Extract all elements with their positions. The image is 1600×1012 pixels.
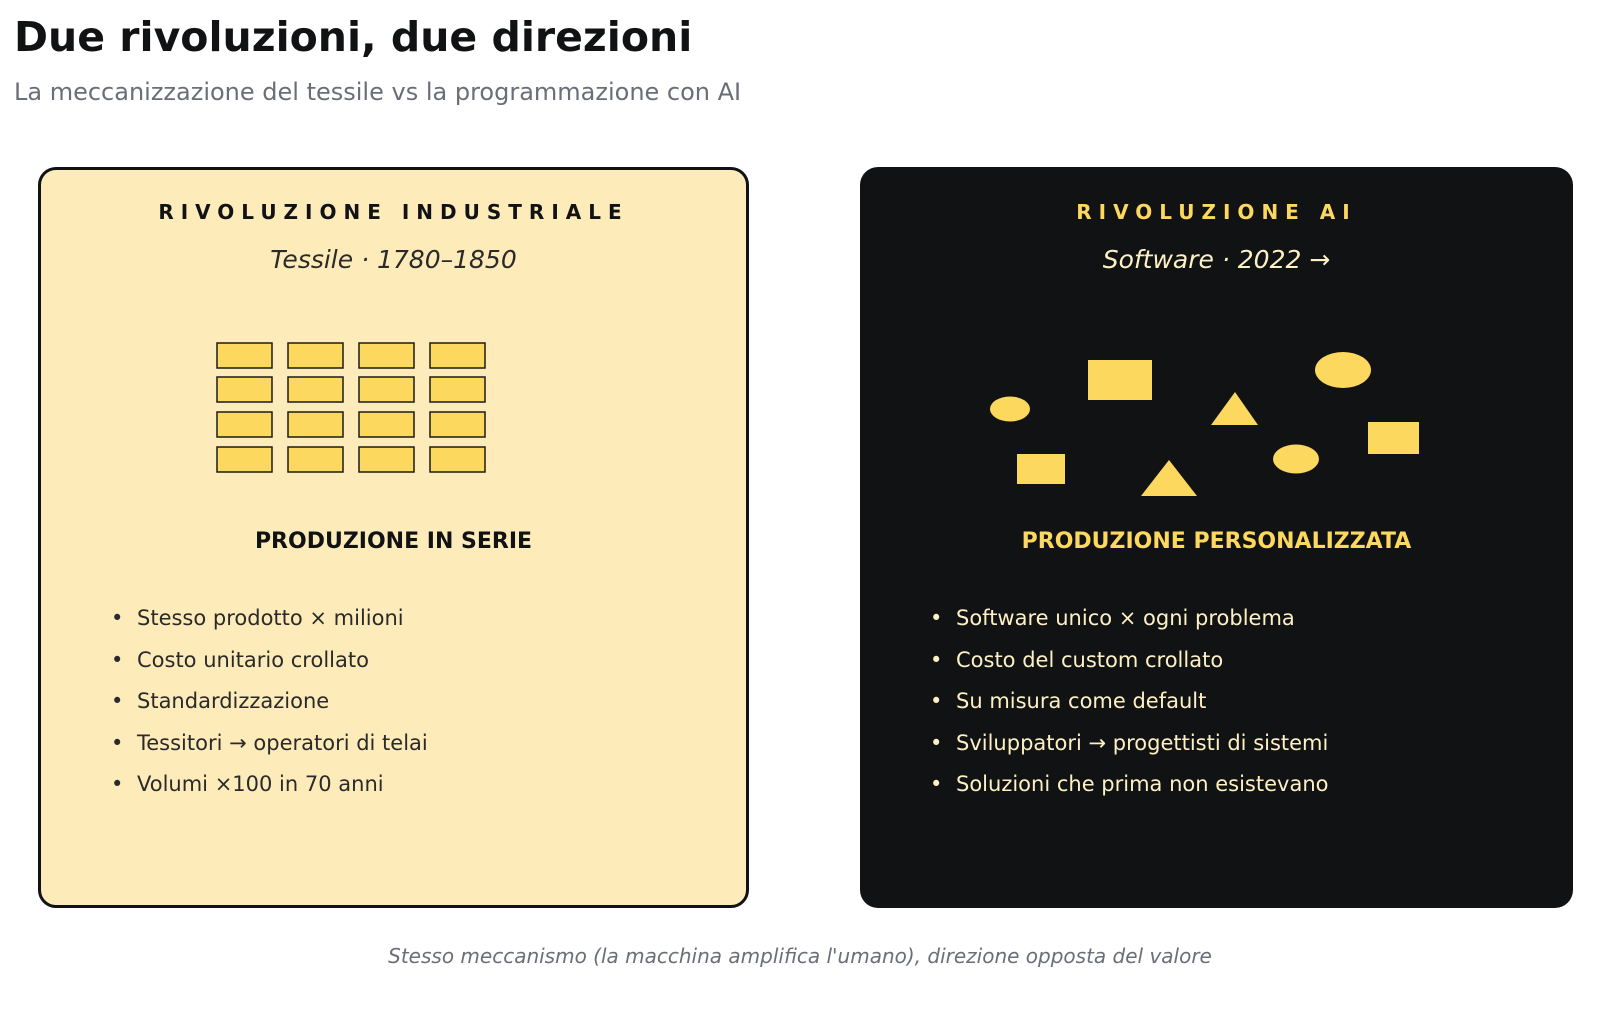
grid-cell [217,447,272,472]
grid-cell [359,447,414,472]
ai-revolution-card [860,167,1573,908]
shape-ellipse [990,397,1030,422]
list-item: • Sviluppatori → progettisti di sistemi [930,730,1329,755]
shape-ellipse [1315,352,1371,388]
list-item: • Volumi ×100 in 70 anni [111,772,384,796]
grid-cell [217,412,272,437]
card-heading: PRODUZIONE IN SERIE [254,529,533,554]
list-item: • Costo unitario crollato [111,647,369,672]
list-item: • Stesso prodotto × milioni [111,606,404,630]
shape-rect [1368,422,1419,454]
shape-triangle [1211,392,1258,425]
card-era: Software · 2022 → [1102,245,1331,274]
footer-caption: Stesso meccanismo (la macchina amplifica l'umano), direzione opposta del valore [388,944,1212,968]
list-item: • Software unico × ogni problema [930,606,1295,630]
list-item: • Costo del custom crollato [930,647,1224,672]
list-item: • Tessitori → operatori di telai [111,730,428,755]
shape-ellipse [1273,445,1319,474]
grid-cell [288,447,343,472]
list-item: • Su misura come default [930,689,1207,713]
grid-cell [430,447,485,472]
grid-cell [359,377,414,402]
bullet-list [111,604,428,812]
page-subtitle: La meccanizzazione del tessile vs la programmazione con AI [14,78,742,106]
shape-rect [1088,360,1152,400]
card-heading: PRODUZIONE PERSONALIZZATA [1021,529,1412,554]
card-label: RIVOLUZIONE AI [1076,200,1357,224]
grid-cell [359,343,414,368]
grid-cell [288,343,343,368]
shape-triangle [1141,460,1197,496]
uniform-grid-illustration [216,342,486,474]
list-item: • Standardizzazione [111,689,330,713]
grid-cell [288,412,343,437]
shape-rect [1017,454,1065,484]
list-item: • Soluzioni che prima non esistevano [930,772,1329,796]
card-era: Tessile · 1780–1850 [270,245,517,274]
page-title: Due rivoluzioni, due direzioni [14,13,693,61]
grid-cell [288,377,343,402]
grid-cell [217,343,272,368]
bullet-list [930,604,1328,812]
grid-cell [430,343,485,368]
industrial-revolution-card [38,167,749,908]
grid-cell [430,377,485,402]
grid-cell [430,412,485,437]
grid-cell [217,377,272,402]
card-label: RIVOLUZIONE INDUSTRIALE [158,200,629,224]
grid-cell [359,412,414,437]
